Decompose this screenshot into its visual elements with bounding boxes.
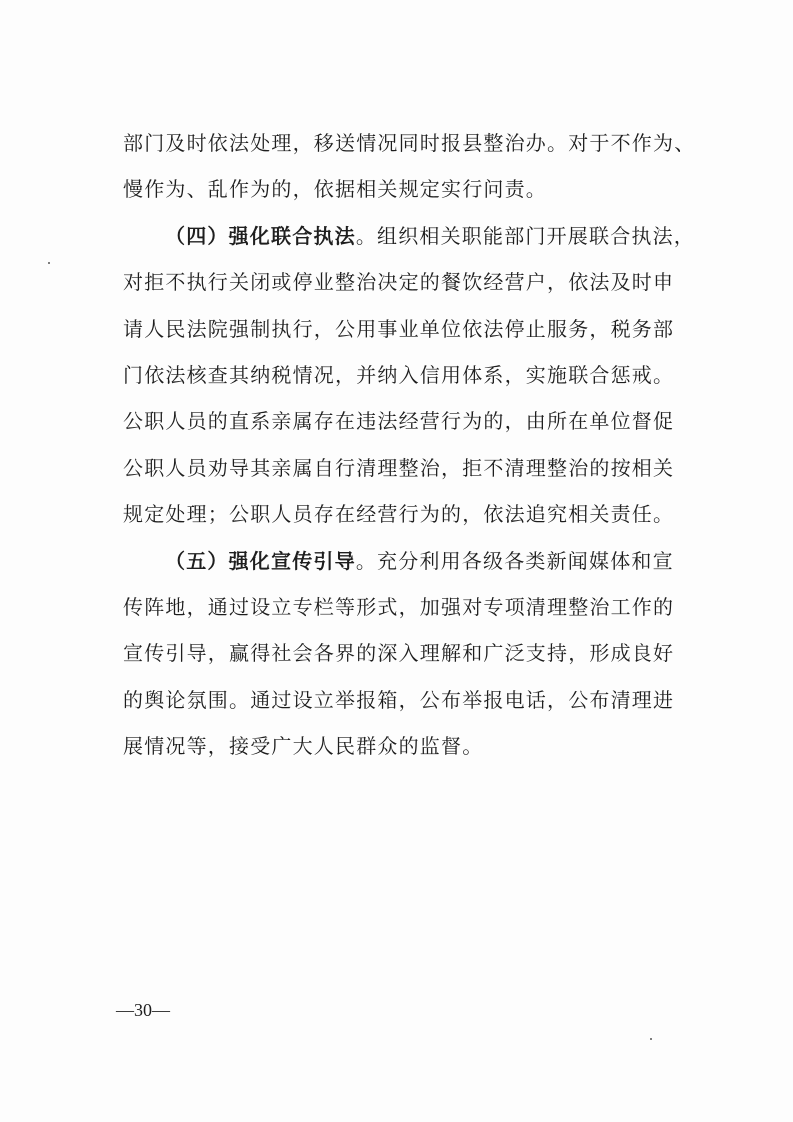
text-line: 展情况等，接受广大人民群众的监督。 xyxy=(123,734,484,759)
section-line xyxy=(123,213,696,259)
section-line xyxy=(123,538,683,584)
text-line: 对拒不执行关闭或停业整治决定的餐饮经营户，依法及时申 xyxy=(123,270,675,295)
section-text: 。充分利用各级各类新闻媒体和宣 xyxy=(355,548,674,573)
scan-speck xyxy=(48,262,50,264)
section-heading-4: （四）强化联合执法 xyxy=(165,223,356,248)
text-line: 门依法核查其纳税情况，并纳入信用体系，实施联合惩戒。 xyxy=(123,362,675,387)
scan-speck xyxy=(650,1038,652,1040)
text-line: 请人民法院强制执行，公用事业单位依法停止服务，税务部 xyxy=(123,316,675,341)
section-text: 。组织相关职能部门开展联合执法， xyxy=(355,223,696,248)
body-text xyxy=(123,120,696,769)
text-line: 部门及时依法处理，移送情况同时报县整治办。对于不作为、 xyxy=(123,131,696,155)
text-line: 规定处理；公职人员存在经营行为的，依法追究相关责任。 xyxy=(123,502,675,527)
text-line: 公职人员的直系亲属存在违法经营行为的，由所在单位督促 xyxy=(123,409,675,434)
page-number: —30— xyxy=(116,1000,170,1020)
text-line: 宣传引导，赢得社会各界的深入理解和广泛支持，形成良好 xyxy=(123,641,675,666)
text-line: 的舆论氛围。通过设立举报箱，公布举报电话，公布清理进 xyxy=(123,687,675,712)
section-heading-5: （五）强化宣传引导 xyxy=(165,548,356,573)
text-line: 慢作为、乱作为的，依据相关规定实行问责。 xyxy=(123,177,547,202)
text-line: 传阵地，通过设立专栏等形式，加强对专项清理整治工作的 xyxy=(123,594,675,619)
text-line: 公职人员劝导其亲属自行清理整治，拒不清理整治的按相关 xyxy=(123,455,675,480)
